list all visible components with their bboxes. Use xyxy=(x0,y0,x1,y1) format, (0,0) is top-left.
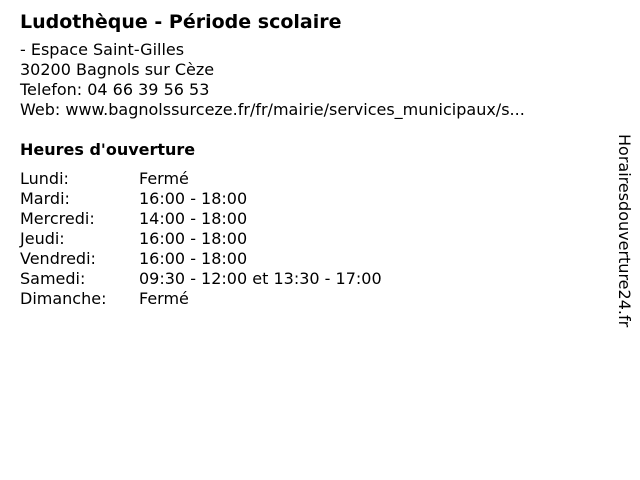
hours-day: Lundi: xyxy=(20,169,69,188)
address-line-1: - Espace Saint-Gilles xyxy=(20,40,185,59)
address-line-2: 30200 Bagnols sur Cèze xyxy=(20,60,215,79)
hours-time: 16:00 - 18:00 xyxy=(139,229,248,248)
hours-row-saturday xyxy=(20,269,600,289)
opening-hours-heading: Heures d'ouverture xyxy=(20,140,196,159)
hours-time: Fermé xyxy=(139,169,189,188)
hours-day: Samedi: xyxy=(20,269,86,288)
hours-row-thursday xyxy=(20,229,600,249)
page-title: Ludothèque - Période scolaire xyxy=(20,11,342,33)
hours-time: Fermé xyxy=(139,289,189,308)
hours-time: 16:00 - 18:00 xyxy=(139,189,248,208)
hours-row-friday xyxy=(20,249,600,269)
hours-time: 14:00 - 18:00 xyxy=(139,209,248,228)
hours-day: Dimanche: xyxy=(20,289,107,308)
hours-day: Vendredi: xyxy=(20,249,96,268)
phone-line: Telefon: 04 66 39 56 53 xyxy=(20,80,210,99)
hours-day: Jeudi: xyxy=(20,229,65,248)
hours-day: Mercredi: xyxy=(20,209,95,228)
web-line[interactable] xyxy=(20,100,600,120)
hours-row-wednesday xyxy=(20,209,600,229)
hours-time: 09:30 - 12:00 et 13:30 - 17:00 xyxy=(139,269,382,288)
brand-watermark: Horairesdouverture24.fr xyxy=(615,134,634,328)
business-card xyxy=(20,8,600,309)
hours-day: Mardi: xyxy=(20,189,70,208)
hours-time: 16:00 - 18:00 xyxy=(139,249,248,268)
hours-row-monday xyxy=(20,169,600,189)
opening-hours-table xyxy=(20,169,600,309)
web-link[interactable]: Web: www.bagnolssurceze.fr/fr/mairie/services_municipaux/s... xyxy=(20,100,525,119)
hours-row-tuesday xyxy=(20,189,600,209)
hours-row-sunday xyxy=(20,289,600,309)
